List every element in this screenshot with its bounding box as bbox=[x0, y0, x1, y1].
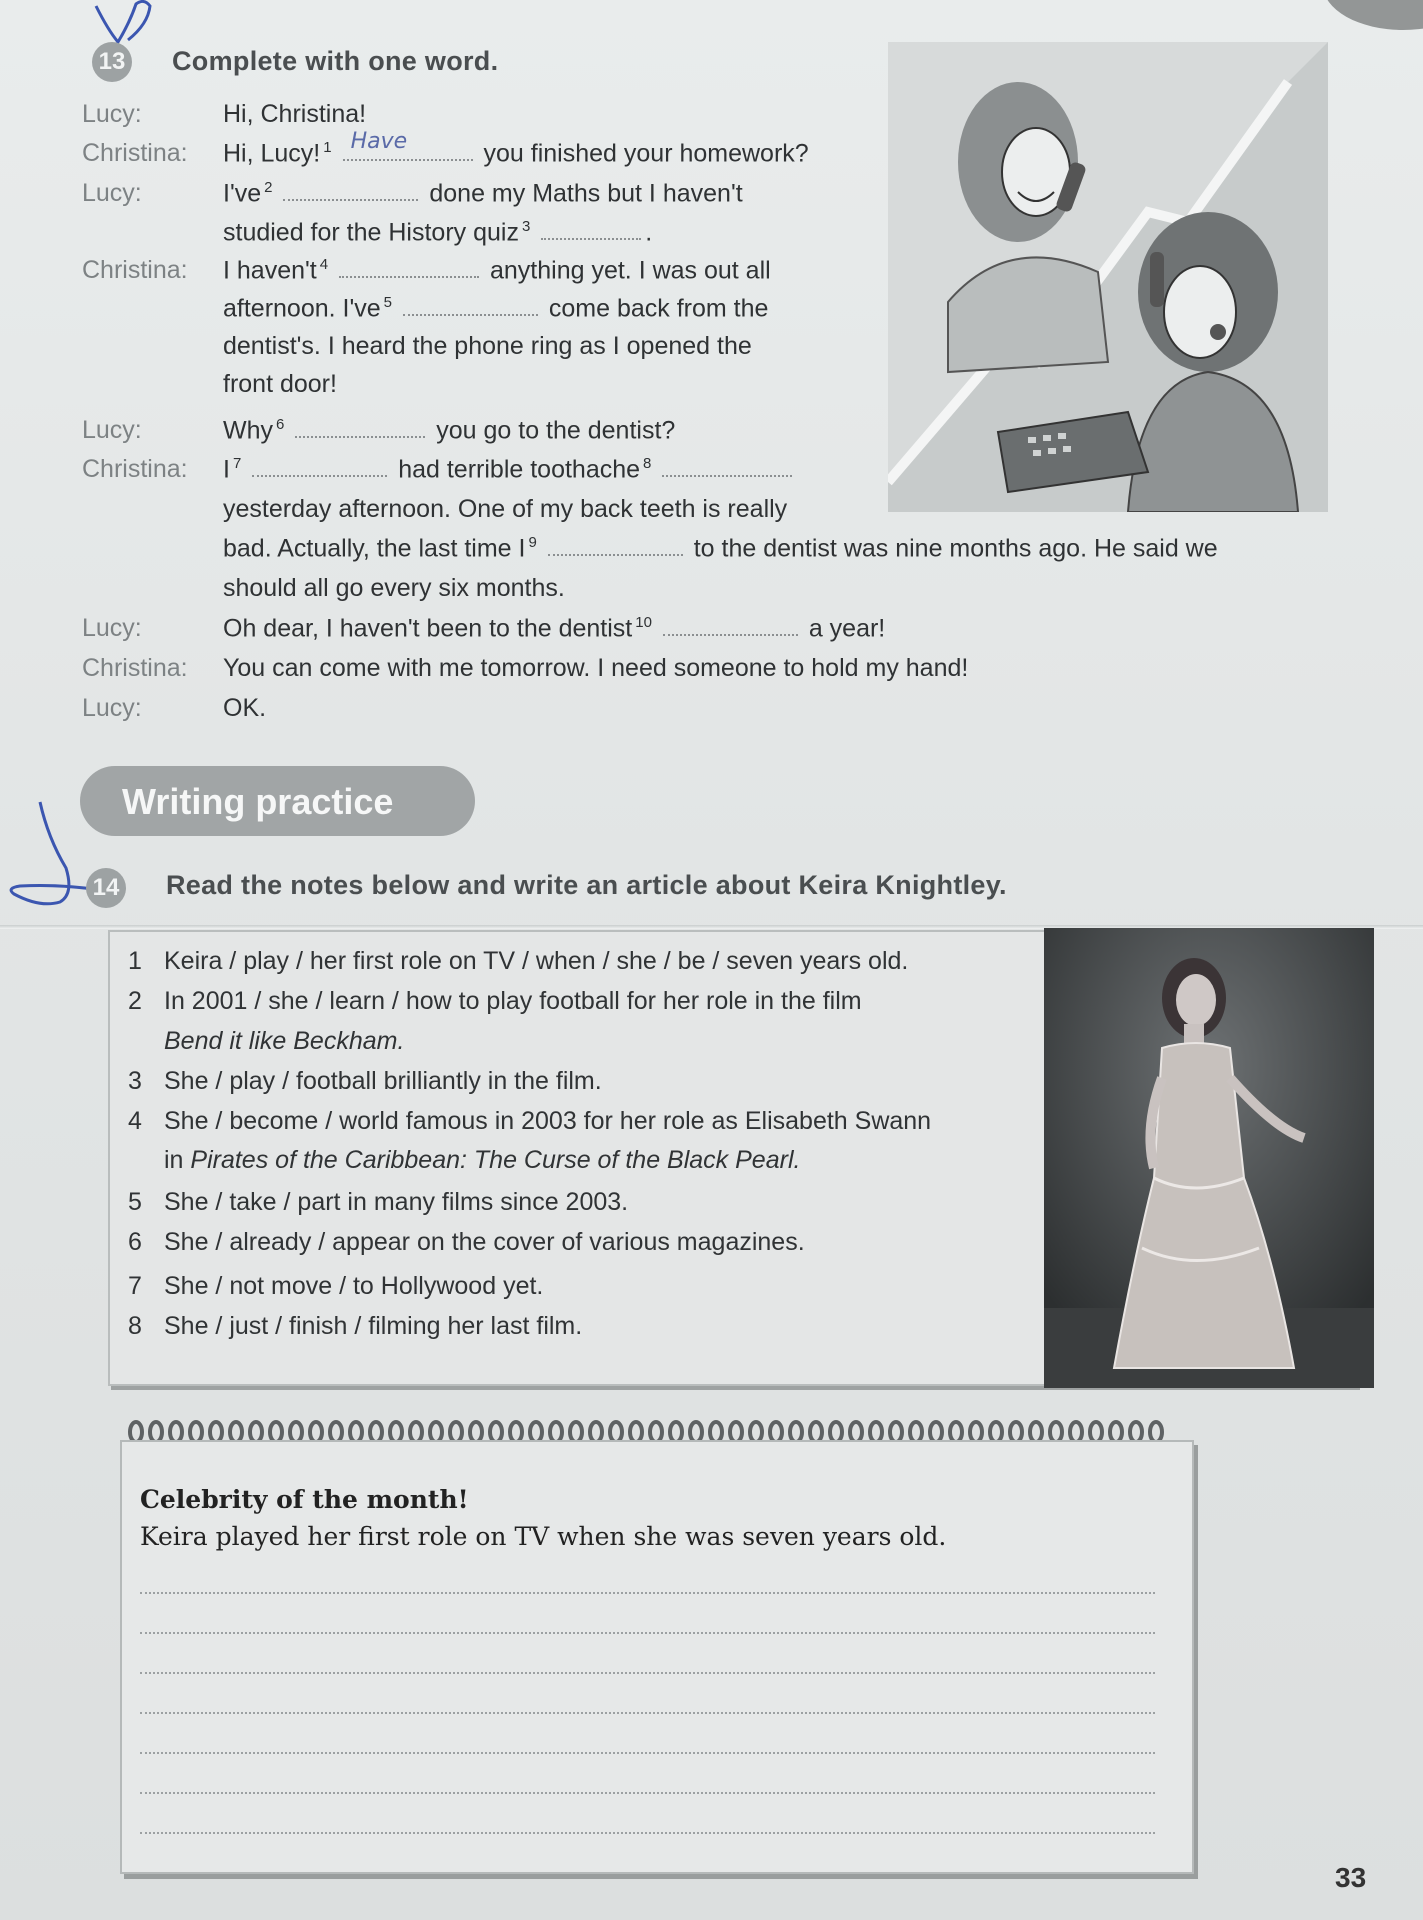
spiral-ring bbox=[990, 1422, 1002, 1442]
spiral-ring bbox=[410, 1422, 422, 1442]
spiral-ring bbox=[210, 1422, 222, 1442]
note-item: in Pirates of the Caribbean: The Curse of the Black Pearl. bbox=[164, 1146, 801, 1174]
writing-line[interactable] bbox=[140, 1832, 1155, 1834]
writing-line[interactable] bbox=[140, 1672, 1155, 1674]
answer-gap-7[interactable] bbox=[252, 457, 387, 477]
note-item: Bend it like Beckham. bbox=[164, 1027, 405, 1055]
writing-line[interactable] bbox=[140, 1592, 1155, 1594]
speaker-label: Lucy: bbox=[82, 416, 142, 444]
spiral-ring bbox=[870, 1422, 882, 1442]
spiral-ring bbox=[270, 1422, 282, 1442]
dialogue-line: Hi, Christina! bbox=[223, 100, 367, 128]
dialogue-line: Why $^6$ you go to the dentist? bbox=[223, 416, 676, 445]
spiral-ring bbox=[650, 1422, 662, 1442]
spiral-ring bbox=[910, 1422, 922, 1442]
spiral-ring bbox=[1110, 1422, 1122, 1442]
speaker-label: Lucy: bbox=[82, 614, 142, 642]
keira-knightley-photo bbox=[1044, 928, 1374, 1388]
spiral-ring bbox=[550, 1422, 562, 1442]
spiral-ring bbox=[370, 1422, 382, 1442]
exercise-14-title: Read the notes below and write an article about Keira Knightley. bbox=[166, 870, 1007, 900]
spiral-ring bbox=[750, 1422, 762, 1442]
spiral-ring bbox=[710, 1422, 722, 1442]
speaker-label: Christina: bbox=[82, 256, 188, 284]
note-item: 2 In 2001 / she / learn / how to play football for her role in the film bbox=[128, 987, 862, 1015]
answer-gap-5[interactable] bbox=[403, 296, 538, 316]
spiral-ring bbox=[250, 1422, 262, 1442]
spiral-ring bbox=[330, 1422, 342, 1442]
page-number: 33 bbox=[1335, 1862, 1367, 1893]
answer-gap-2[interactable] bbox=[283, 181, 418, 201]
exercise-14-number: 14 bbox=[86, 868, 126, 908]
spiral-ring bbox=[430, 1422, 442, 1442]
note-item: 5 She / take / part in many films since 2003. bbox=[128, 1188, 629, 1216]
spiral-ring bbox=[1010, 1422, 1022, 1442]
spiral-ring bbox=[690, 1422, 702, 1442]
spiral-ring bbox=[1090, 1422, 1102, 1442]
exercise-13-title: Complete with one word. bbox=[172, 46, 499, 76]
note-item: 7 She / not move / to Hollywood yet. bbox=[128, 1272, 544, 1300]
spiral-ring bbox=[170, 1422, 182, 1442]
spiral-ring bbox=[610, 1422, 622, 1442]
speaker-label: Lucy: bbox=[82, 694, 142, 722]
spiral-ring bbox=[490, 1422, 502, 1442]
dialogue-line: should all go every six months. bbox=[223, 574, 565, 602]
spiral-ring bbox=[190, 1422, 202, 1442]
dialogue-line: front door! bbox=[223, 370, 337, 398]
dialogue-line: I've $^2$ done my Maths but I haven't bbox=[223, 179, 743, 208]
spiral-ring bbox=[470, 1422, 482, 1442]
dialogue-line: I $^7$ had terrible toothache $^8$ bbox=[223, 455, 796, 484]
spiral-ring bbox=[350, 1422, 362, 1442]
spiral-ring bbox=[830, 1422, 842, 1442]
spiral-ring bbox=[770, 1422, 782, 1442]
spiral-ring bbox=[810, 1422, 822, 1442]
writing-line[interactable] bbox=[140, 1752, 1155, 1754]
spiral-ring bbox=[570, 1422, 582, 1442]
speaker-label: Lucy: bbox=[82, 179, 142, 207]
dialogue-line: I haven't $^4$ anything yet. I was out all bbox=[223, 256, 771, 285]
spiral-ring bbox=[930, 1422, 942, 1442]
spiral-ring bbox=[670, 1422, 682, 1442]
spiral-ring bbox=[950, 1422, 962, 1442]
dialogue-line: yesterday afternoon. One of my back teeth is really bbox=[223, 495, 788, 523]
spiral-ring bbox=[390, 1422, 402, 1442]
page-corner-shadow bbox=[1323, 0, 1423, 30]
dialogue-line: OK. bbox=[223, 694, 267, 722]
spiral-ring bbox=[310, 1422, 322, 1442]
note-item: 1 Keira / play / her first role on TV / when / she / be / seven years old. bbox=[128, 947, 909, 975]
spiral-ring bbox=[790, 1422, 802, 1442]
dialogue-line: Hi, Lucy! $^1$ Have you finished your homework? bbox=[223, 129, 809, 168]
dialogue-line: studied for the History quiz $^3$ . bbox=[223, 218, 653, 247]
speaker-label: Christina: bbox=[82, 455, 188, 483]
handwritten-tick-icon bbox=[88, 0, 168, 50]
section-title: Writing practice bbox=[122, 781, 394, 822]
note-item: 6 She / already / appear on the cover of various magazines. bbox=[128, 1228, 805, 1256]
writing-line[interactable] bbox=[140, 1792, 1155, 1794]
spiral-ring bbox=[890, 1422, 902, 1442]
answer-gap-8[interactable] bbox=[662, 457, 792, 477]
spiral-ring bbox=[1030, 1422, 1042, 1442]
handwritten-answer: Have bbox=[350, 129, 408, 155]
answer-gap-1[interactable] bbox=[343, 129, 473, 161]
speaker-label: Christina: bbox=[82, 654, 188, 682]
dialogue-line: You can come with me tomorrow. I need someone to hold my hand! bbox=[223, 654, 969, 682]
spiral-ring bbox=[630, 1422, 642, 1442]
dialogue-line: dentist's. I heard the phone ring as I opened the bbox=[223, 332, 752, 360]
spiral-ring bbox=[510, 1422, 522, 1442]
spiral-ring bbox=[590, 1422, 602, 1442]
note-item: 4 She / become / world famous in 2003 for her role as Elisabeth Swann bbox=[128, 1107, 932, 1135]
spiral-ring bbox=[530, 1422, 542, 1442]
note-item: 8 She / just / finish / filming her last film. bbox=[128, 1312, 583, 1340]
spiral-ring bbox=[150, 1422, 162, 1442]
dialogue-line: bad. Actually, the last time I $^9$ to the dentist was nine months ago. He said we bbox=[223, 534, 1218, 563]
phone-call-illustration bbox=[888, 42, 1328, 512]
article-title: Celebrity of the month! bbox=[140, 1485, 469, 1514]
answer-gap-4[interactable] bbox=[339, 258, 479, 278]
writing-line[interactable] bbox=[140, 1712, 1155, 1714]
spiral-ring bbox=[730, 1422, 742, 1442]
note-item: 3 She / play / football brilliantly in the film. bbox=[128, 1067, 602, 1095]
spiral-ring bbox=[450, 1422, 462, 1442]
exercise-13-number: 13 bbox=[92, 42, 132, 82]
spiral-ring bbox=[1070, 1422, 1082, 1442]
spiral-ring bbox=[850, 1422, 862, 1442]
speaker-label: Christina: bbox=[82, 139, 188, 167]
dialogue-line: afternoon. I've $^5$ come back from the bbox=[223, 294, 769, 323]
dialogue-line: Oh dear, I haven't been to the dentist $^{10}$ a year! bbox=[223, 614, 886, 643]
spiral-ring bbox=[1130, 1422, 1142, 1442]
answer-gap-10[interactable] bbox=[663, 616, 798, 636]
spiral-ring bbox=[970, 1422, 982, 1442]
answer-gap-6[interactable] bbox=[295, 418, 425, 438]
spiral-ring bbox=[1150, 1422, 1162, 1442]
spiral-ring bbox=[230, 1422, 242, 1442]
answer-gap-9[interactable] bbox=[548, 536, 683, 556]
answer-gap-3[interactable] bbox=[541, 220, 641, 240]
speaker-label: Lucy: bbox=[82, 100, 142, 128]
writing-line[interactable] bbox=[140, 1632, 1155, 1634]
spiral-ring bbox=[130, 1422, 142, 1442]
spiral-ring bbox=[290, 1422, 302, 1442]
spiral-ring bbox=[1050, 1422, 1062, 1442]
article-first-line: Keira played her first role on TV when she was seven years old. bbox=[140, 1522, 947, 1551]
